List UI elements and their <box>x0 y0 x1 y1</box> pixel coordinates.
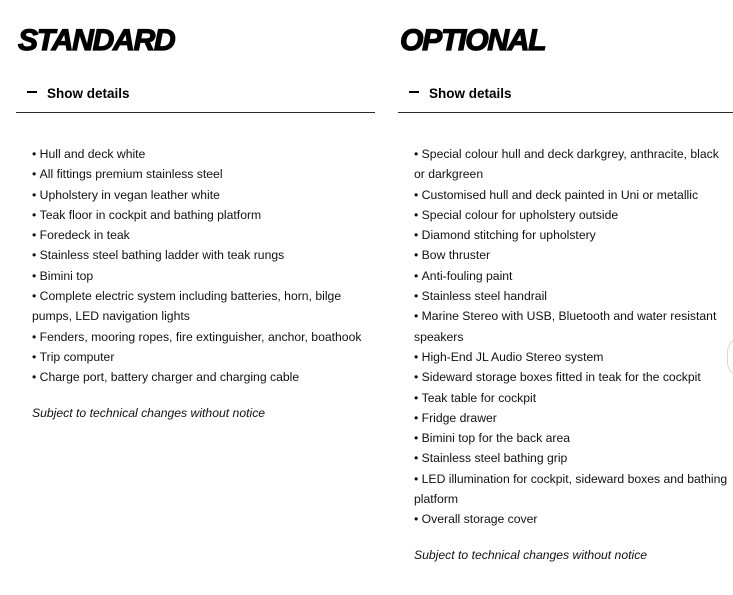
minus-icon <box>409 91 419 93</box>
list-item: • Charge port, battery charger and charging cable <box>32 367 375 387</box>
list-item: • Teak table for cockpit <box>414 388 729 408</box>
standard-feature-list <box>32 144 375 388</box>
list-item: • Bow thruster <box>414 245 729 265</box>
list-item: • Foredeck in teak <box>32 225 375 245</box>
list-item: • Special colour hull and deck darkgrey, anthracite, black or darkgreen <box>414 144 729 185</box>
standard-heading: STANDARD <box>18 24 175 57</box>
list-item: • Stainless steel bathing grip <box>414 448 729 468</box>
minus-icon <box>27 91 37 93</box>
list-item: • Complete electric system including batteries, horn, bilge pumps, LED navigation lights <box>32 286 375 327</box>
list-item: • Fenders, mooring ropes, fire extinguisher, anchor, boathook <box>32 327 375 347</box>
optional-feature-list <box>414 144 729 530</box>
optional-heading: OPTIONAL <box>400 24 546 57</box>
list-item: • Hull and deck white <box>32 144 375 164</box>
list-item: • Teak floor in cockpit and bathing platform <box>32 205 375 225</box>
list-item: • Fridge drawer <box>414 408 729 428</box>
list-item: • Customised hull and deck painted in Uni or metallic <box>414 185 729 205</box>
list-item: • Upholstery in vegan leather white <box>32 185 375 205</box>
list-item: • Anti-fouling paint <box>414 266 729 286</box>
list-item: • All fittings premium stainless steel <box>32 164 375 184</box>
list-item: • Special colour for upholstery outside <box>414 205 729 225</box>
list-item: • Overall storage cover <box>414 509 729 529</box>
disclaimer-note: Subject to technical changes without notice <box>32 406 266 420</box>
list-item: • Sideward storage boxes fitted in teak for the cockpit <box>414 367 729 387</box>
list-item: • Stainless steel handrail <box>414 286 729 306</box>
optional-show-details-toggle[interactable] <box>398 84 733 113</box>
standard-show-details-toggle[interactable] <box>16 84 375 113</box>
list-item: • Diamond stitching for upholstery <box>414 225 729 245</box>
list-item: • Trip computer <box>32 347 375 367</box>
list-item: • Stainless steel bathing ladder with teak rungs <box>32 245 375 265</box>
show-details-label: Show details <box>429 86 512 101</box>
list-item: • LED illumination for cockpit, sideward boxes and bathing platform <box>414 469 729 510</box>
disclaimer-note: Subject to technical changes without notice <box>414 548 648 562</box>
show-details-label: Show details <box>47 86 130 101</box>
list-item: • Marine Stereo with USB, Bluetooth and water resistant speakers <box>414 306 729 347</box>
list-item: • High-End JL Audio Stereo system <box>414 347 729 367</box>
list-item: • Bimini top for the back area <box>414 428 729 448</box>
list-item: • Bimini top <box>32 266 375 286</box>
